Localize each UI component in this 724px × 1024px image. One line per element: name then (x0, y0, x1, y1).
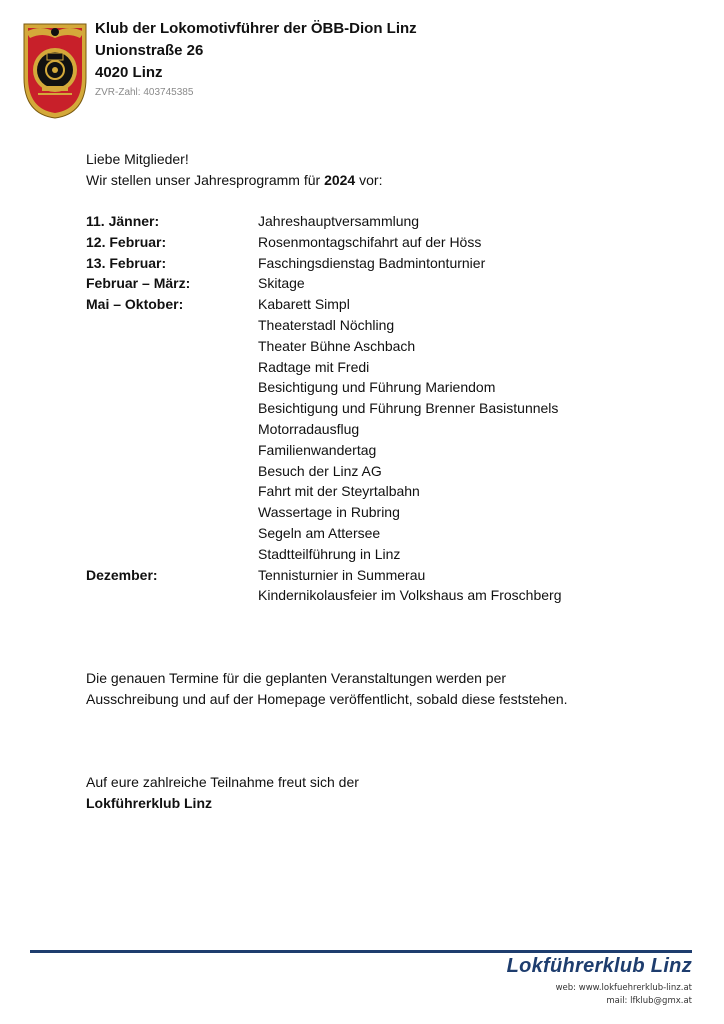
schedule-event: Wassertage in Rubring (258, 504, 400, 521)
schedule-event: Besuch der Linz AG (258, 462, 382, 479)
schedule-event: Kindernikolausfeier im Volkshaus am Froschberg (258, 587, 562, 604)
schedule-row (86, 377, 561, 398)
schedule-row (86, 544, 561, 565)
letterhead (95, 18, 417, 101)
schedule-date (86, 315, 258, 336)
schedule-date: Dezember: (86, 566, 158, 583)
zvr-number: ZVR-Zahl: 403745385 (95, 87, 194, 98)
schedule-row (86, 232, 561, 253)
schedule-row (86, 481, 561, 502)
intro-suffix: vor: (355, 172, 383, 188)
footer-brand: Lokführerklub Linz (506, 955, 692, 977)
club-name: Klub der Lokomotivführer der ÖBB-Dion Linz (95, 20, 417, 37)
schedule-date (86, 398, 258, 419)
schedule-row (86, 585, 561, 606)
schedule-event: Stadtteilführung in Linz (258, 545, 401, 562)
schedule-date: Februar – März: (86, 275, 191, 292)
schedule-event: Theater Bühne Aschbach (258, 337, 416, 354)
closing (86, 772, 359, 814)
schedule-date: 12. Februar: (86, 233, 167, 250)
schedule-event: Skitage (258, 275, 305, 292)
program-year: 2024 (324, 172, 356, 188)
schedule-event: Besichtigung und Führung Mariendom (258, 379, 496, 396)
schedule-event: Familienwandertag (258, 441, 377, 458)
notice-line: Die genauen Termine für die geplanten Veranstaltungen werden per (86, 670, 507, 686)
schedule-row (86, 357, 561, 378)
schedule-row (86, 419, 561, 440)
notice-line: Ausschreibung und auf der Homepage veröffentlicht, sobald diese feststehen. (86, 691, 568, 707)
schedule-row (86, 253, 561, 274)
schedule-date (86, 502, 258, 523)
schedule-date (86, 377, 258, 398)
schedule-row (86, 211, 561, 232)
greeting (86, 149, 382, 191)
schedule-date (86, 440, 258, 461)
schedule-event: Fahrt mit der Steyrtalbahn (258, 483, 420, 500)
schedule-event: Tennisturnier in Summerau (258, 566, 426, 583)
schedule-date: Mai – Oktober: (86, 296, 184, 313)
schedule-row (86, 461, 561, 482)
schedule-event: Faschingsdienstag Badmintonturnier (258, 254, 486, 271)
signature: Lokführerklub Linz (86, 795, 212, 811)
schedule-date (86, 481, 258, 502)
schedule-event: Jahreshauptversammlung (258, 213, 420, 229)
street-address: Unionstraße 26 (95, 42, 204, 59)
footer-web: web: www.lokfuehrerklub-linz.at (555, 983, 692, 993)
schedule-event: Rosenmontagschifahrt auf der Höss (258, 233, 482, 250)
schedule-event: Radtage mit Fredi (258, 358, 370, 375)
schedule-date (86, 419, 258, 440)
intro-line (86, 170, 382, 191)
schedule-event: Motorradausflug (258, 420, 360, 437)
schedule-event: Kabarett Simpl (258, 296, 350, 313)
schedule-date (86, 336, 258, 357)
footer-contact (556, 982, 692, 1007)
schedule-row (86, 565, 561, 586)
footer-mail: mail: lfklub@gmx.at (606, 995, 692, 1006)
schedule-row (86, 294, 561, 315)
salutation: Liebe Mitglieder! (86, 151, 189, 167)
event-schedule (86, 211, 561, 606)
schedule-event: Theaterstadl Nöchling (258, 316, 395, 333)
schedule-date (86, 544, 258, 565)
schedule-date: 11. Jänner: (86, 213, 160, 229)
intro-prefix: Wir stellen unser Jahresprogramm für (86, 172, 325, 188)
schedule-row (86, 398, 561, 419)
notice-paragraph (86, 668, 686, 710)
club-logo (20, 20, 90, 120)
schedule-date (86, 357, 258, 378)
closing-line: Auf eure zahlreiche Teilnahme freut sich der (86, 774, 359, 790)
schedule-date (86, 461, 258, 482)
schedule-event: Besichtigung und Führung Brenner Basistunnels (258, 400, 559, 417)
schedule-row (86, 502, 561, 523)
schedule-row (86, 523, 561, 544)
postal-city: 4020 Linz (95, 64, 163, 81)
footer-divider (30, 950, 692, 953)
schedule-row (86, 336, 561, 357)
schedule-row (86, 315, 561, 336)
schedule-date: 13. Februar: (86, 254, 167, 271)
schedule-date (86, 585, 258, 606)
schedule-event: Segeln am Attersee (258, 524, 381, 541)
schedule-date (86, 523, 258, 544)
schedule-row (86, 273, 561, 294)
schedule-row (86, 440, 561, 461)
